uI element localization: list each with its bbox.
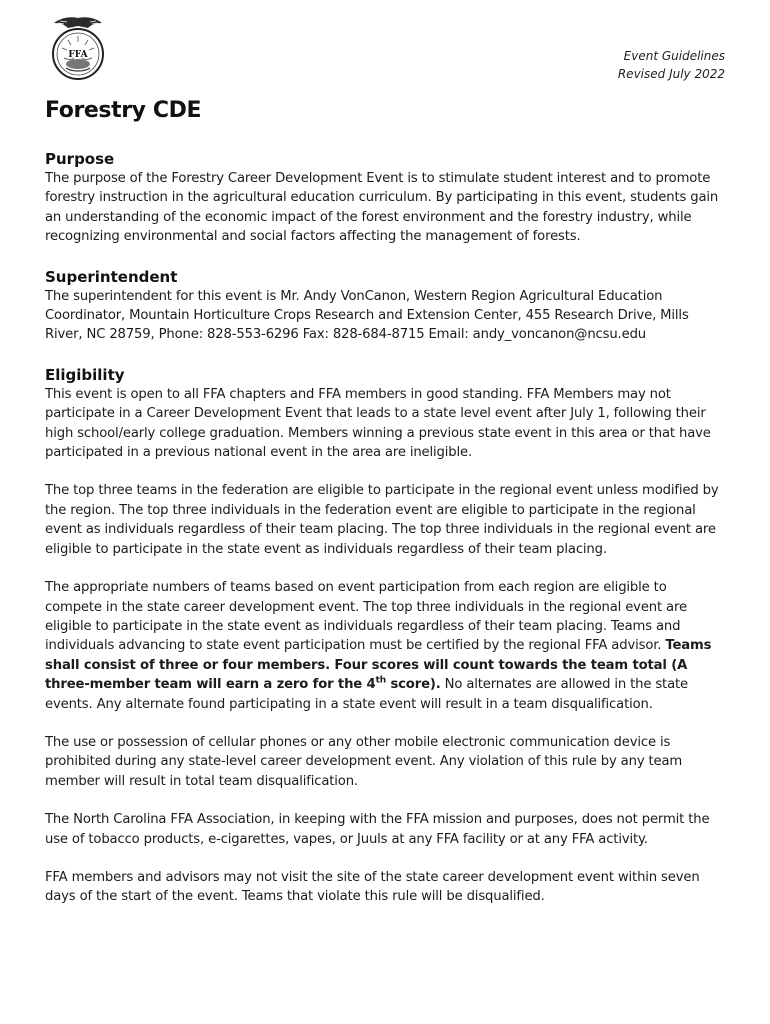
paragraph-spacer bbox=[45, 714, 727, 733]
document-header bbox=[618, 47, 725, 83]
purpose-heading: Purpose bbox=[45, 150, 115, 168]
team-certification-text: The appropriate numbers of teams based on event participation from each region are eligible to compete in the state career development event. The top three individuals in the regional event are eligible to participate in the state event as individuals regardless of their team placing. Teams and individuals advancing to state event participation must be certified by the regional FFA advisor. bbox=[45, 580, 687, 654]
superintendent-heading: Superintendent bbox=[45, 267, 178, 286]
eligibility-paragraph-3 bbox=[45, 578, 727, 714]
purpose-paragraph: The purpose of the Forestry Career Development Event is to stimulate student interest and to promote forestry instruction in the agricultural education curriculum. By participating in this event, students gain an understanding of the economic impact of the forest environment and the forestry industry, while recognizing environmental and social factors affecting the management of forests. bbox=[45, 171, 719, 245]
eligibility-heading: Eligibility bbox=[45, 365, 125, 384]
alternates-rule-text: No alternates are allowed in the state events. Any alternate found participating in a state event will result in a team disqualification. bbox=[45, 677, 688, 712]
superintendent-paragraph: The superintendent for this event is Mr. Andy VonCanon, Western Region Agricultural Education Coordinator, Mountain Horticulture Crops Research and Extension Center, 455 Research Drive, Mills River, NC 28759, Phone: 828-553-6296 Fax: 828-684-8715 Email: andy_voncanon@ncsu.edu bbox=[45, 288, 689, 343]
paragraph-spacer bbox=[45, 559, 727, 578]
section-spacer bbox=[45, 345, 727, 365]
paragraph-spacer bbox=[45, 462, 727, 481]
ffa-emblem-text: FFA bbox=[68, 50, 88, 60]
paragraph-spacer bbox=[45, 849, 727, 868]
paragraph-spacer bbox=[45, 791, 727, 810]
header-event-guidelines: Event Guidelines bbox=[623, 49, 725, 63]
eligibility-paragraph-2: The top three teams in the federation are eligible to participate in the regional event unless modified by the region. The top three individuals in the federation event are eligible to participate in the regional event as individuals regardless of their team placing. The top three individuals in the regional event are eligible to participate in the state event as individuals regardless of their team placing. bbox=[45, 483, 719, 557]
tobacco-rule-paragraph: The North Carolina FFA Association, in keeping with the FFA mission and purposes, does not permit the use of tobacco products, e-cigarettes, vapes, or Juuls at any FFA facility or at any FFA activity. bbox=[45, 812, 710, 847]
header-revision-date: Revised July 2022 bbox=[617, 67, 725, 81]
site-visit-rule-paragraph: FFA members and advisors may not visit the site of the state career development event within seven days of the start of the event. Teams that violate this rule will be disqualified. bbox=[45, 869, 700, 905]
ffa-emblem-logo bbox=[50, 14, 106, 84]
document-body bbox=[45, 149, 727, 907]
section-spacer bbox=[45, 247, 727, 267]
cell-phone-rule-paragraph: The use or possession of cellular phones or any other mobile electronic communication device is prohibited during any state-level career development event. Any violation of this rule by any team member will result in total team disqualification. bbox=[45, 734, 683, 789]
team-size-rule: Teams shall consist of three or four members. Four scores will count towards the team total (A three-member team will earn a zero for the 4th score). bbox=[45, 638, 712, 693]
eligibility-paragraph-1: This event is open to all FFA chapters and FFA members in good standing. FFA Members may not participate in a Career Development Event that leads to a state level event after July 1, following their high school/early college graduation. Members winning a previous state event in this area or that have participated in a previous national event in the area are ineligible. bbox=[45, 386, 711, 461]
page-title: Forestry CDE bbox=[45, 98, 202, 123]
ordinal-suffix: th bbox=[375, 675, 386, 686]
